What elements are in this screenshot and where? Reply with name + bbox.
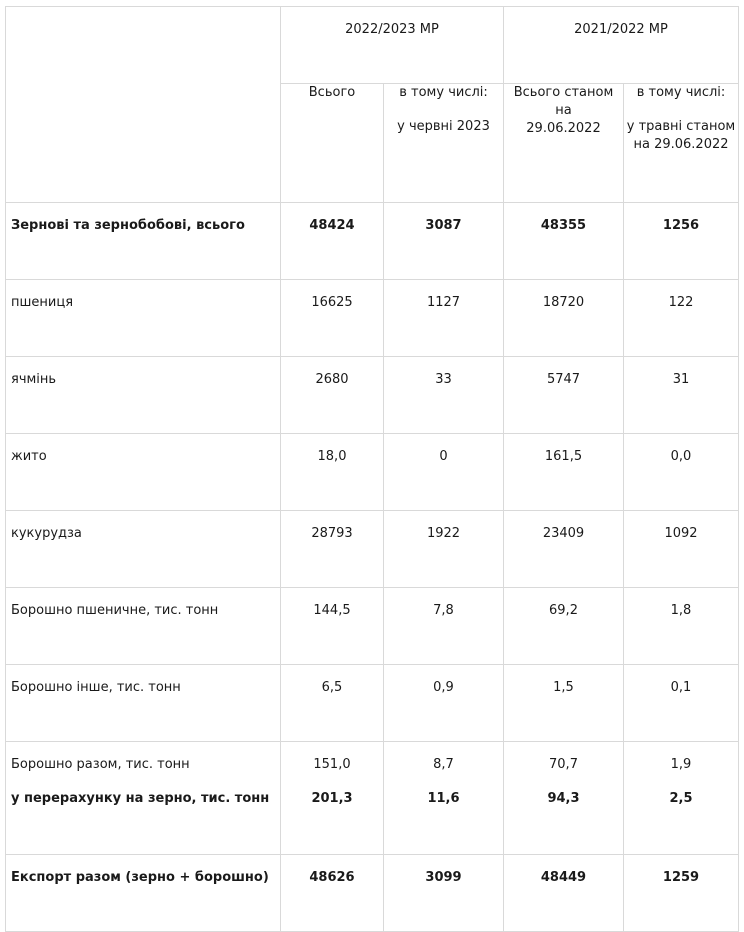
col-total-asof-line2: 29.06.2022: [526, 121, 601, 136]
cell-value: 0,0: [624, 434, 739, 511]
cell-value: 48626: [281, 855, 384, 932]
cell-value: 33: [384, 357, 504, 434]
col-incl-prev-line3: на 29.06.2022: [633, 137, 729, 152]
row-label: Борошно інше, тис. тонн: [6, 665, 281, 742]
cell-value: 1256: [624, 203, 739, 280]
col-incl-prev-header: [624, 84, 739, 203]
cell-value: 1,8: [624, 588, 739, 665]
cell-value: 5747: [504, 357, 624, 434]
cell-value: 1259: [624, 855, 739, 932]
cell-value: 23409: [504, 511, 624, 588]
col-incl-current-line2: у червні 2023: [397, 119, 490, 134]
row-sublabel-grain-equivalent: у перерахунку на зерно, тис. тонн: [11, 791, 270, 806]
cell-subvalue: 11,6: [427, 791, 460, 806]
cell-value: 48424: [281, 203, 384, 280]
row-label-flour-total: [6, 742, 281, 855]
row-label: пшениця: [6, 280, 281, 357]
cell-value: 3087: [384, 203, 504, 280]
row-label: кукурудза: [6, 511, 281, 588]
cell-value: 18,0: [281, 434, 384, 511]
cell-value: 144,5: [281, 588, 384, 665]
table-row: [6, 280, 739, 357]
cell-value: 3099: [384, 855, 504, 932]
period-current-header: 2022/2023 МР: [281, 7, 504, 84]
cell-subvalue: 201,3: [311, 791, 353, 806]
table-row: [6, 203, 739, 280]
row-label: Борошно пшеничне, тис. тонн: [6, 588, 281, 665]
row-label: Експорт разом (зерно + борошно): [6, 855, 281, 932]
cell-value-pair: [281, 742, 384, 855]
table-row: [6, 357, 739, 434]
cell-subvalue: 2,5: [669, 791, 693, 806]
cell-value: 31: [624, 357, 739, 434]
period-previous-header: 2021/2022 МР: [504, 7, 739, 84]
cell-value: 48355: [504, 203, 624, 280]
col-incl-current-header: [384, 84, 504, 203]
header-row-periods: [6, 7, 739, 84]
corner-cell: [6, 7, 281, 203]
table-row: [6, 665, 739, 742]
row-label: Зернові та зернобобові, всього: [6, 203, 281, 280]
col-incl-prev-line2: у травні станом: [626, 119, 736, 134]
cell-value: 1,9: [670, 757, 692, 772]
cell-value: 0,9: [384, 665, 504, 742]
cell-value: 1,5: [504, 665, 624, 742]
cell-value: 70,7: [549, 757, 578, 772]
table-row: [6, 434, 739, 511]
cell-value: 18720: [504, 280, 624, 357]
col-incl-prev-line1: в тому числі:: [636, 85, 726, 100]
cell-value: 16625: [281, 280, 384, 357]
col-incl-current-line1: в тому числі:: [399, 85, 488, 100]
col-total-asof-line1: Всього станом на: [513, 85, 614, 118]
cell-value-pair: [624, 742, 739, 855]
col-total-label: Всього: [308, 85, 356, 100]
cell-subvalue: 94,3: [547, 791, 580, 806]
table-row: [6, 742, 739, 855]
cell-value: 1092: [624, 511, 739, 588]
cell-value: 6,5: [281, 665, 384, 742]
cell-value: 122: [624, 280, 739, 357]
cell-value: 48449: [504, 855, 624, 932]
table-row: [6, 588, 739, 665]
cell-value: 161,5: [504, 434, 624, 511]
cell-value: 0,1: [624, 665, 739, 742]
cell-value-pair: [384, 742, 504, 855]
table-row: [6, 855, 739, 932]
row-label: Борошно разом, тис. тонн: [11, 757, 190, 772]
cell-value: 69,2: [504, 588, 624, 665]
cell-value: 7,8: [384, 588, 504, 665]
cell-value-pair: [504, 742, 624, 855]
row-label: ячмінь: [6, 357, 281, 434]
cell-value: 1127: [384, 280, 504, 357]
cell-value: 8,7: [433, 757, 454, 772]
table-row: [6, 511, 739, 588]
cell-value: 151,0: [313, 757, 351, 772]
cell-value: 1922: [384, 511, 504, 588]
col-total-header: [281, 84, 384, 203]
cell-value: 2680: [281, 357, 384, 434]
cell-value: 0: [384, 434, 504, 511]
col-total-asof-header: [504, 84, 624, 203]
grain-export-table: [5, 6, 739, 932]
cell-value: 28793: [281, 511, 384, 588]
row-label: жито: [6, 434, 281, 511]
